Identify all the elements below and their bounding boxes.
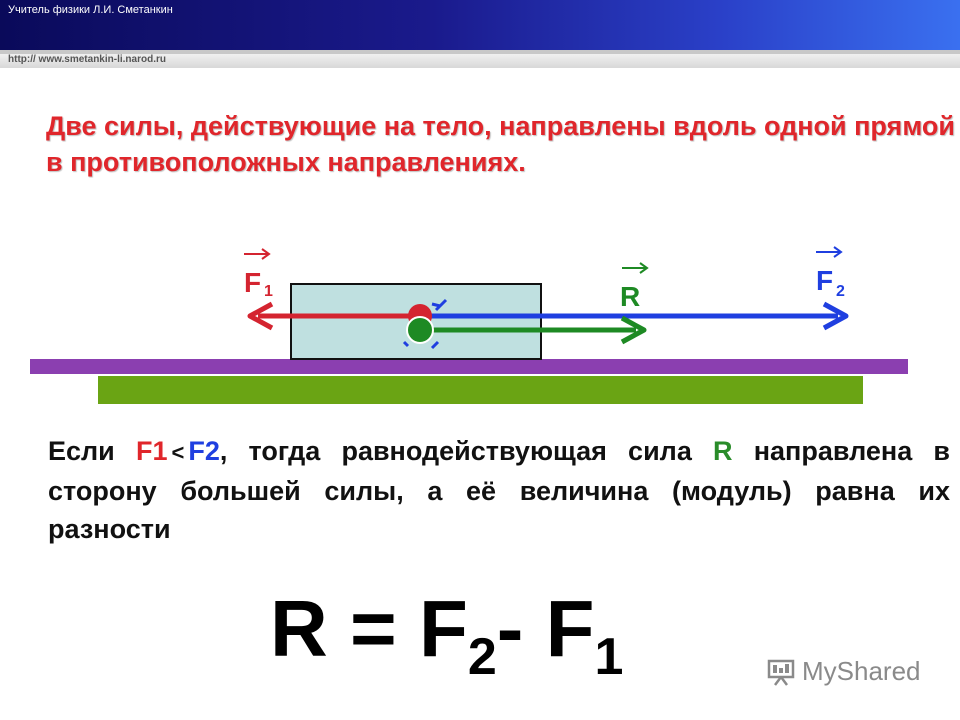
para-part-2: , тогда равнодействующая сила (219, 436, 714, 466)
para-part-1: Если (48, 436, 136, 466)
surface-line (30, 359, 908, 374)
label-f2-text: F (816, 265, 834, 296)
force-diagram (0, 230, 960, 410)
formula-mid: - F (496, 584, 595, 673)
url-bar (0, 54, 960, 68)
formula-sub-1: 1 (594, 628, 624, 686)
explanation-paragraph (48, 432, 950, 548)
para-f1: F1 (135, 436, 168, 466)
label-f2-sub: 2 (836, 283, 845, 300)
resultant-formula (270, 584, 623, 702)
slide-heading: Две силы, действующие на тело, направлены вдоль одной прямой в противоположных направлениях. (46, 111, 956, 177)
label-f1-text: F (244, 267, 262, 298)
header-title: Учитель физики Л.И. Сметанкин (8, 4, 173, 16)
para-less-than: < (171, 440, 185, 465)
label-f1-sub: 1 (264, 283, 273, 300)
watermark-text: MyShared (802, 656, 921, 686)
ground-slab (98, 376, 863, 404)
formula-sub-2: 2 (467, 628, 497, 686)
label-r (620, 263, 647, 312)
para-part-3: направлена в сторону большей силы, а её величина (модуль) равна их разности (48, 436, 951, 544)
formula-lhs: R = F (270, 584, 468, 673)
presentation-icon (766, 658, 796, 686)
site-url: http:// www.smetankin-li.narod.ru (8, 54, 166, 65)
label-f2 (816, 247, 845, 300)
para-f2: F2 (188, 436, 220, 466)
watermark (766, 656, 921, 687)
para-r: R (713, 436, 733, 466)
label-r-text: R (620, 281, 641, 312)
label-f1 (244, 249, 273, 300)
header-bar (0, 0, 960, 50)
